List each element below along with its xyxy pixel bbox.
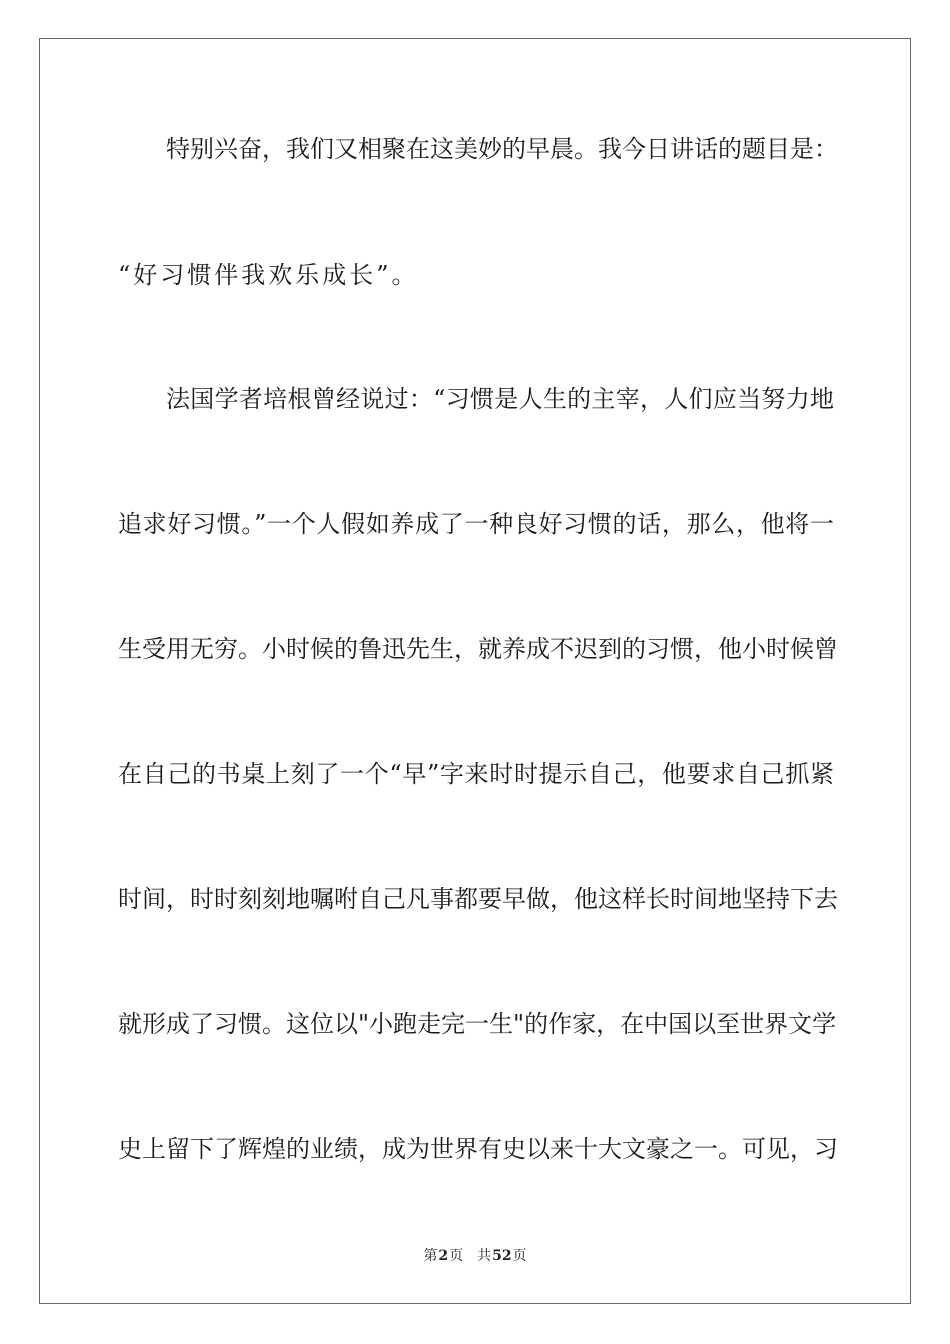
paragraph-line-4: 追求好习惯。”一个人假如养成了一种良好习惯的话，那么，他将一 xyxy=(118,510,834,538)
total-pages: 52 xyxy=(492,1248,512,1264)
page-footer xyxy=(0,1246,950,1266)
paragraph-line-5: 生受用无穷。小时候的鲁迅先生，就养成不迟到的习惯，他小时候曾 xyxy=(118,635,838,663)
paragraph-line-6: 在自己的书桌上刻了一个“早”字来时时提示自己，他要求自己抓紧 xyxy=(118,760,834,788)
total-prefix: 共 xyxy=(477,1248,492,1264)
paragraph-line-1: 特别兴奋，我们又相聚在这美妙的早晨。我今日讲话的题目是： xyxy=(166,135,838,163)
paragraph-line-3: 法国学者培根曾经说过：“习惯是人生的主宰，人们应当努力地 xyxy=(166,385,834,413)
page-prefix: 第 xyxy=(423,1248,438,1264)
paragraph-line-2: “好习惯伴我欢乐成长”。 xyxy=(118,261,419,289)
page-suffix: 页 xyxy=(449,1248,464,1264)
paragraph-line-8: 就形成了习惯。这位以"小跑走完一生"的作家，在中国以至世界文学 xyxy=(118,1010,837,1038)
paragraph-line-9: 史上留下了辉煌的业绩，成为世界有史以来十大文豪之一。可见，习 xyxy=(118,1135,838,1163)
page-number: 2 xyxy=(438,1248,449,1264)
page-border xyxy=(39,38,911,1304)
total-suffix: 页 xyxy=(512,1248,527,1264)
paragraph-line-7: 时间，时时刻刻地嘱咐自己凡事都要早做，他这样长时间地坚持下去 xyxy=(118,885,838,913)
